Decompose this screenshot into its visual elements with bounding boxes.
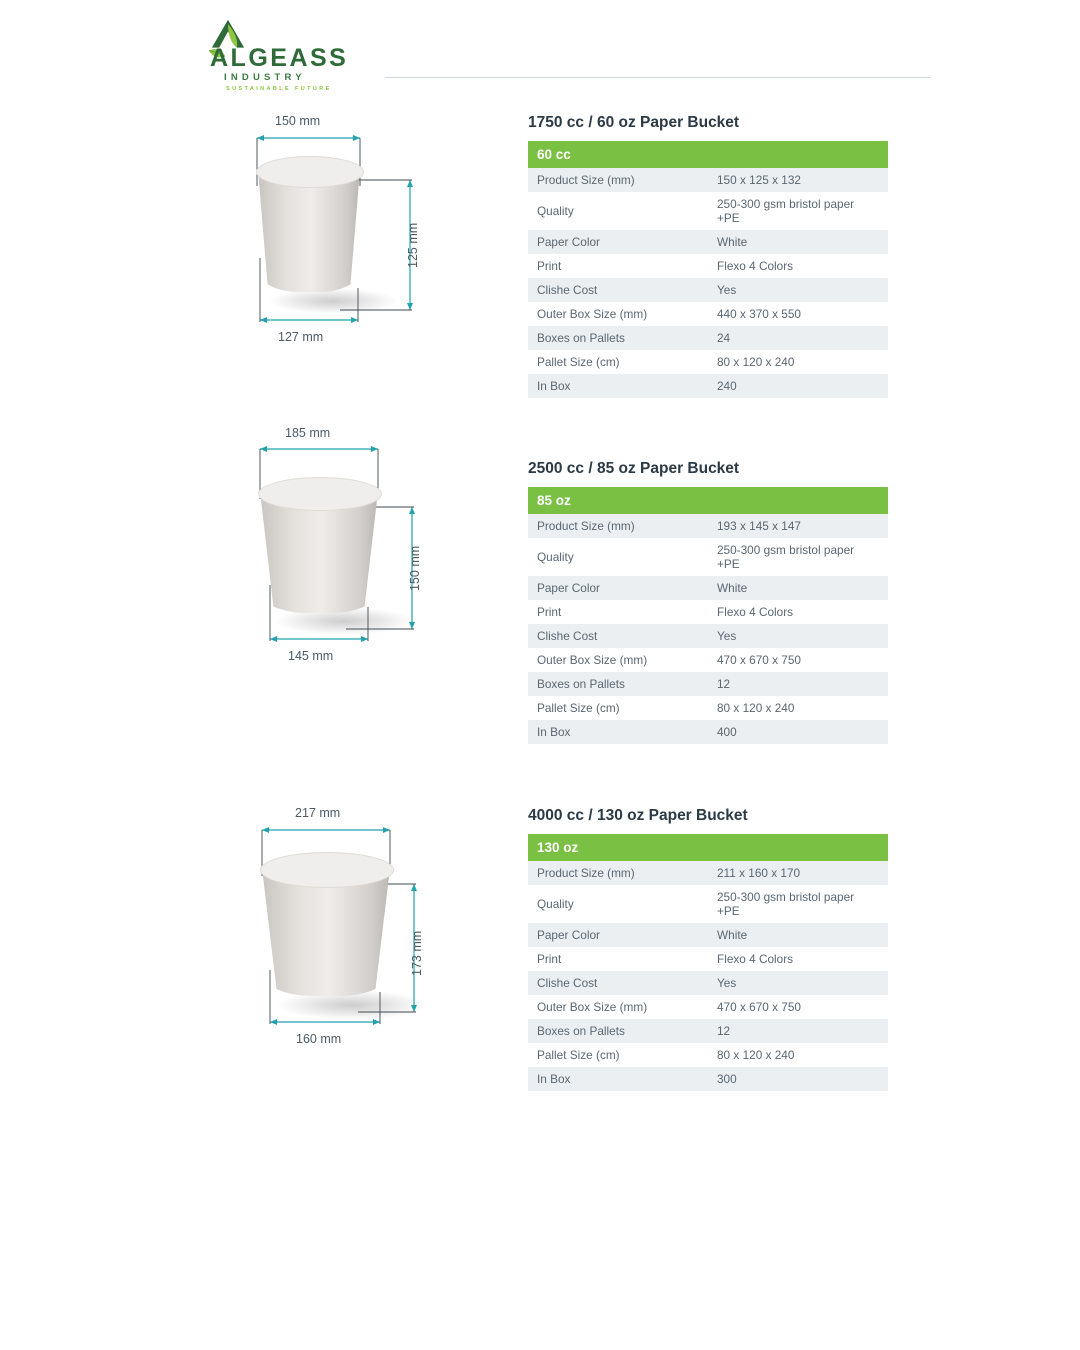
table-row xyxy=(528,168,888,192)
table-row xyxy=(528,720,888,744)
product-illustration-2 xyxy=(200,426,500,715)
spec-value: 193 x 145 x 147 xyxy=(708,514,888,538)
table-row xyxy=(528,514,888,538)
spec-key: Pallet Size (cm) xyxy=(528,696,708,720)
spec-key: Boxes on Pallets xyxy=(528,1019,708,1043)
spec-value: 250-300 gsm bristol paper +PE xyxy=(708,192,888,230)
dim-bottom-width-2: 145 mm xyxy=(288,649,334,663)
spec-key: Quality xyxy=(528,885,708,923)
table-row xyxy=(528,947,888,971)
product-title-2: 2500 cc / 85 oz Paper Bucket xyxy=(528,460,740,477)
spec-key: Paper Color xyxy=(528,923,708,947)
table-row xyxy=(528,696,888,720)
spec-key: In Box xyxy=(528,374,708,398)
spec-value: 80 x 120 x 240 xyxy=(708,696,888,720)
spec-table-3 xyxy=(528,834,888,1091)
spec-key: Product Size (mm) xyxy=(528,514,708,538)
spec-value: Yes xyxy=(708,971,888,995)
spec-key: Clishe Cost xyxy=(528,278,708,302)
table-row xyxy=(528,230,888,254)
spec-value: Yes xyxy=(708,278,888,302)
spec-value: 80 x 120 x 240 xyxy=(708,350,888,374)
dim-bottom-width-3: 160 mm xyxy=(296,1032,342,1046)
table-row xyxy=(528,1067,888,1091)
bucket-lid-1 xyxy=(256,156,364,188)
spec-value: White xyxy=(708,230,888,254)
product-title-1: 1750 cc / 60 oz Paper Bucket xyxy=(528,114,740,131)
spec-table-block-3 xyxy=(528,807,888,1091)
spec-value: 80 x 120 x 240 xyxy=(708,1043,888,1067)
table-row xyxy=(528,278,888,302)
spec-key: Clishe Cost xyxy=(528,971,708,995)
table-row xyxy=(528,326,888,350)
table-row xyxy=(528,374,888,398)
table-row xyxy=(528,995,888,1019)
spec-table-header-2: 85 oz xyxy=(528,487,888,514)
spec-key: In Box xyxy=(528,720,708,744)
product-illustration-3 xyxy=(200,800,500,1060)
table-row xyxy=(528,624,888,648)
spec-table-block-2 xyxy=(528,460,888,744)
header-divider xyxy=(385,77,930,78)
brand-subtitle: INDUSTRY xyxy=(224,72,306,83)
spec-value: 211 x 160 x 170 xyxy=(708,861,888,885)
table-row xyxy=(528,971,888,995)
spec-key: Print xyxy=(528,947,708,971)
spec-key: Clishe Cost xyxy=(528,624,708,648)
spec-table-header-row-2 xyxy=(528,487,888,514)
product-illustration-1 xyxy=(200,108,500,368)
brand-tagline: SUSTAINABLE FUTURE xyxy=(226,86,332,92)
spec-key: Product Size (mm) xyxy=(528,861,708,885)
dim-top-width-3: 217 mm xyxy=(295,806,341,820)
spec-key: Outer Box Size (mm) xyxy=(528,648,708,672)
spec-key: Outer Box Size (mm) xyxy=(528,302,708,326)
spec-value: 250-300 gsm bristol paper +PE xyxy=(708,885,888,923)
spec-key: Pallet Size (cm) xyxy=(528,1043,708,1067)
spec-table-2 xyxy=(528,487,888,744)
spec-key: Print xyxy=(528,254,708,278)
dim-top-width-2: 185 mm xyxy=(285,426,331,440)
spec-value: 470 x 670 x 750 xyxy=(708,995,888,1019)
spec-key: Paper Color xyxy=(528,230,708,254)
table-row xyxy=(528,648,888,672)
table-row xyxy=(528,672,888,696)
spec-value: 12 xyxy=(708,672,888,696)
page-header xyxy=(0,0,1080,105)
bucket-body-1 xyxy=(258,170,360,292)
spec-key: Paper Color xyxy=(528,576,708,600)
spec-value: Flexo 4 Colors xyxy=(708,947,888,971)
spec-value: 300 xyxy=(708,1067,888,1091)
table-row xyxy=(528,1043,888,1067)
spec-value: 24 xyxy=(708,326,888,350)
brand-name: ALGEASS xyxy=(210,44,349,72)
spec-value: 440 x 370 x 550 xyxy=(708,302,888,326)
spec-key: Quality xyxy=(528,538,708,576)
table-row xyxy=(528,350,888,374)
bucket-shadow-1 xyxy=(268,288,398,314)
table-row xyxy=(528,861,888,885)
table-row xyxy=(528,302,888,326)
spec-table-header-row-1 xyxy=(528,141,888,168)
spec-key: Quality xyxy=(528,192,708,230)
bucket-lid-2 xyxy=(258,477,382,511)
spec-key: Boxes on Pallets xyxy=(528,326,708,350)
spec-table-header-row-3 xyxy=(528,834,888,861)
table-row xyxy=(528,254,888,278)
spec-key: Pallet Size (cm) xyxy=(528,350,708,374)
spec-table-block-1 xyxy=(528,114,888,398)
dim-top-width-1: 150 mm xyxy=(275,114,321,128)
spec-value: 240 xyxy=(708,374,888,398)
spec-value: White xyxy=(708,923,888,947)
spec-key: Print xyxy=(528,600,708,624)
product-title-3: 4000 cc / 130 oz Paper Bucket xyxy=(528,807,748,824)
bucket-lid-3 xyxy=(260,852,394,888)
dim-height-3: 173 mm xyxy=(410,930,424,976)
table-row xyxy=(528,600,888,624)
table-row xyxy=(528,192,888,230)
dim-bottom-width-1: 127 mm xyxy=(278,330,324,344)
spec-value: Flexo 4 Colors xyxy=(708,600,888,624)
spec-value: Yes xyxy=(708,624,888,648)
spec-value: White xyxy=(708,576,888,600)
table-row xyxy=(528,538,888,576)
spec-value: Flexo 4 Colors xyxy=(708,254,888,278)
spec-value: 400 xyxy=(708,720,888,744)
spec-table-header-3: 130 oz xyxy=(528,834,888,861)
brand-logo xyxy=(196,18,349,96)
spec-value: 150 x 125 x 132 xyxy=(708,168,888,192)
table-row xyxy=(528,885,888,923)
spec-key: In Box xyxy=(528,1067,708,1091)
spec-value: 470 x 670 x 750 xyxy=(708,648,888,672)
dim-height-2: 150 mm xyxy=(408,545,422,591)
spec-table-header-1: 60 cc xyxy=(528,141,888,168)
spec-table-1 xyxy=(528,141,888,398)
dim-height-1: 125 mm xyxy=(406,222,420,268)
spec-value: 250-300 gsm bristol paper +PE xyxy=(708,538,888,576)
spec-value: 12 xyxy=(708,1019,888,1043)
table-row xyxy=(528,1019,888,1043)
spec-key: Product Size (mm) xyxy=(528,168,708,192)
spec-key: Outer Box Size (mm) xyxy=(528,995,708,1019)
spec-key: Boxes on Pallets xyxy=(528,672,708,696)
table-row xyxy=(528,923,888,947)
table-row xyxy=(528,576,888,600)
